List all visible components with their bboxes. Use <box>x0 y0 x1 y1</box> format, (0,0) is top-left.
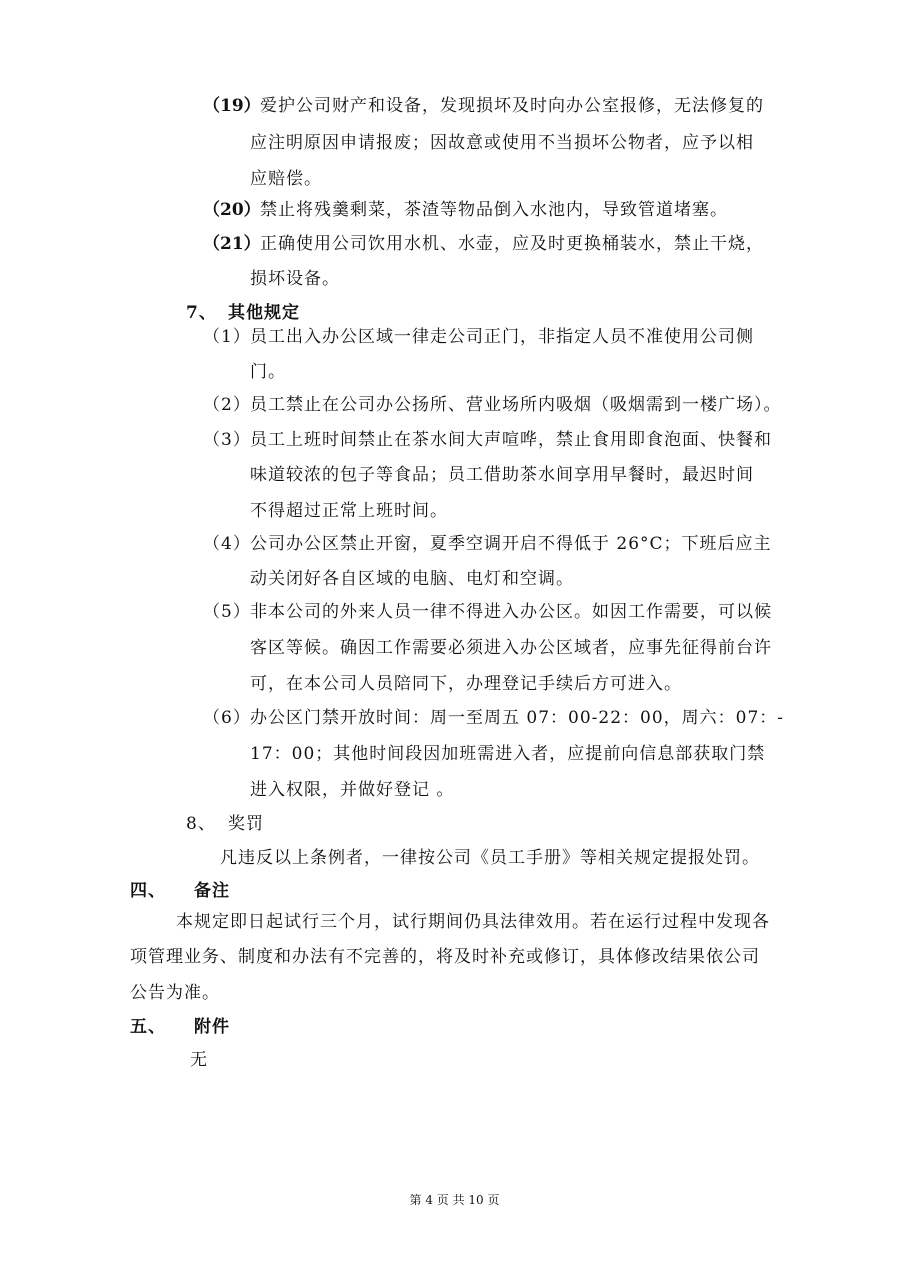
item-number: （3） <box>203 430 251 450</box>
item-number: （19） <box>203 96 261 116</box>
item-text-line: 客区等候。确因工作需要必须进入办公区域者，应事先征得前台许 <box>250 638 772 658</box>
section-text: 无 <box>190 1050 208 1070</box>
item-text-line: 正确使用公司饮用水机、水壶，应及时更换桶装水，禁止干烧， <box>260 234 764 254</box>
item-text-line: 动关闭好各自区域的电脑、电灯和空调。 <box>250 569 574 589</box>
item-text-line: 办公区门禁开放时间：周一至周五 07：00-22：00，周六：07：- <box>250 708 785 728</box>
item-text-line: 非本公司的外来人员一律不得进入办公区。如因工作需要，可以候 <box>250 602 772 622</box>
item-text-line: 员工上班时间禁止在茶水间大声喧哗，禁止食用即食泡面、快餐和 <box>250 430 772 450</box>
paragraph-line: 本规定即日起试行三个月，试行期间仍具法律效用。若在运行过程中发现各 <box>176 912 770 932</box>
item-text-line: 门。 <box>250 362 286 382</box>
section-number: 7、 <box>186 303 217 323</box>
item-text-line: 17：00；其他时间段因加班需进入者，应提前向信息部获取门禁 <box>250 744 766 764</box>
item-text-line: 员工出入办公区域一律走公司正门，非指定人员不准使用公司侧 <box>250 327 754 347</box>
section-title: 其他规定 <box>228 303 300 323</box>
item-number: （20） <box>203 200 261 220</box>
section-title: 备注 <box>194 881 230 901</box>
page-number-footer: 第 4 页 共 10 页 <box>409 1193 500 1207</box>
section-number: 8、 <box>186 814 216 834</box>
item-text-line: 不得超过正常上班时间。 <box>250 501 448 521</box>
section-title: 奖罚 <box>228 814 264 834</box>
item-number: （21） <box>203 234 261 254</box>
item-text-line: 禁止将残羹剩菜，茶渣等物品倒入水池内，导致管道堵塞。 <box>260 200 728 220</box>
section-text: 凡违反以上条例者，一律按公司《员工手册》等相关规定提报处罚。 <box>220 848 760 868</box>
item-number: （1） <box>203 327 251 347</box>
item-number: （6） <box>203 708 251 728</box>
item-text-line: 公司办公区禁止开窗，夏季空调开启不得低于 26°C；下班后应主 <box>250 534 772 554</box>
item-number: （5） <box>203 602 251 622</box>
item-text-line: 爱护公司财产和设备，发现损坏及时向办公室报修，无法修复的 <box>260 96 764 116</box>
paragraph-line: 项管理业务、制度和办法有不完善的，将及时补充或修订，具体修改结果依公司 <box>130 947 760 967</box>
item-text-line: 进入权限，并做好登记 。 <box>250 780 455 800</box>
item-text-line: 应注明原因申请报废；因故意或使用不当损坏公物者，应予以相 <box>250 133 754 153</box>
section-number: 四、 <box>130 881 166 901</box>
item-number: （2） <box>203 395 251 415</box>
item-text-line: 员工禁止在公司办公扬所、营业场所内吸烟（吸烟需到一楼广场）。 <box>250 395 782 415</box>
item-text-line: 应赔偿。 <box>250 169 322 189</box>
item-number: （4） <box>203 534 251 554</box>
paragraph-line: 公告为准。 <box>130 983 220 1003</box>
section-title: 附件 <box>194 1017 230 1037</box>
item-text-line: 可，在本公司人员陪同下，办理登记手续后方可进入。 <box>250 674 682 694</box>
item-text-line: 损坏设备。 <box>250 269 340 289</box>
item-text-line: 味道较浓的包子等食品；员工借助茶水间享用早餐时，最迟时间 <box>250 465 754 485</box>
section-number: 五、 <box>130 1017 166 1037</box>
